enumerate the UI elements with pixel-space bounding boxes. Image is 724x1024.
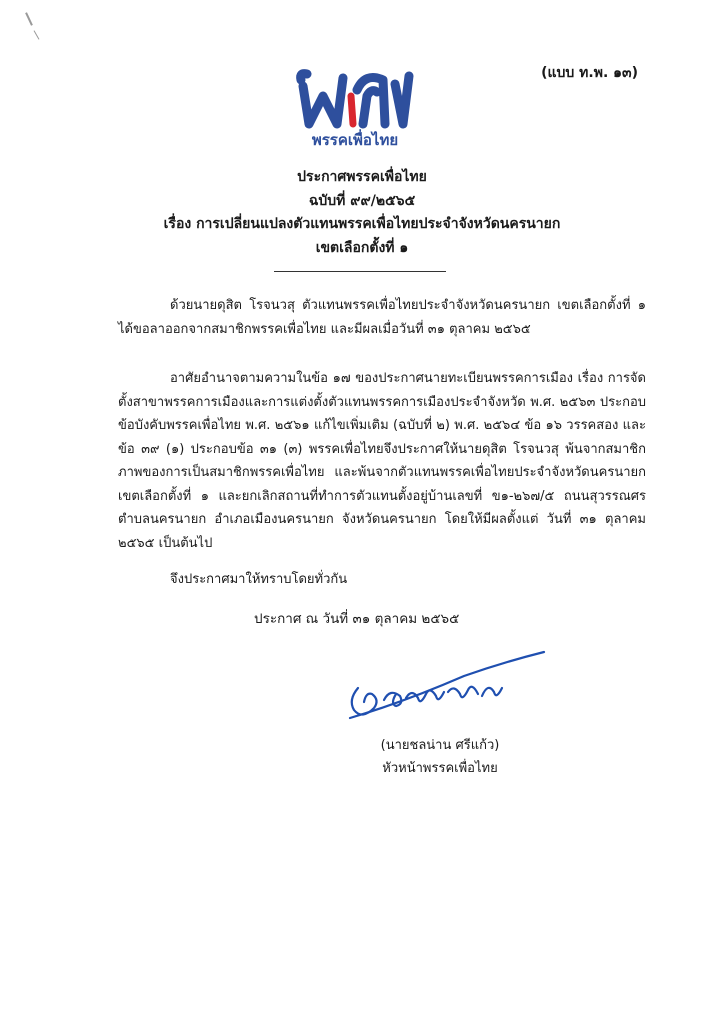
paragraph-resignation: ด้วยนายดุสิต โรจนวสุ ตัวแทนพรรคเพื่อไทยประจำจังหวัดนครนายก เขตเลือกตั้งที่ ๑ ได้ขอลาออกจากสมาชิกพรรคเพื่อไทย และมีผลเมื่อวันที่ ๓๑ ตุลาคม ๒๕๖๕ bbox=[118, 298, 646, 337]
paragraph-closing: จึงประกาศมาให้ทราบโดยทั่วกัน bbox=[170, 572, 348, 587]
paragraph-authority: อาศัยอำนาจตามความในข้อ ๑๗ ของประกาศนายทะเบียนพรรคการเมือง เรื่อง การจัดตั้งสาขาพรรคการเมืองและการแต่งตั้งตัวแทนพรรคการเมืองประจำจังหวัด พ.ศ. ๒๕๖๓ ประกอบข้อบังคับพรรคเพื่อไทย พ.ศ. ๒๕๖๑ แก้ไขเพิ่มเติม (ฉบับที่ ๒) พ.ศ. ๒๕๖๔ ข้อ ๑๖ วรรคสอง และข้อ ๓๙ (๑) ประกอบข้อ ๓๑ (๓) พรรคเพื่อไทยจึงประกาศให้นายดุสิต โรจนวสุ พ้นจากสมาชิกภาพของการเป็นสมาชิกพรรคเพื่อไทย และพ้นจากตัวแทนพรรคเพื่อไทยประจำจังหวัดนครนายก เขตเลือกตั้งที่ ๑ และยกเลิกสถานที่ทำการตัวแทนตั้งอยู่บ้านเลขที่ ข๑-๒๖๗/๕ ถนนสุวรรณศร ตำบลนครนายก อำเภอเมืองนครนายก จังหวัดนครนายก โดยให้มีผลตั้งแต่ วันที่ ๓๑ ตุลาคม ๒๕๖๕ เป็นต้นไป bbox=[118, 371, 646, 551]
party-logo-text: พรรคเพื่อไทย bbox=[311, 131, 399, 149]
title-divider bbox=[274, 271, 446, 272]
signer-title: หัวหน้าพรรคเพื่อไทย bbox=[382, 761, 498, 776]
form-code: (แบบ ท.พ. ๑๓) bbox=[541, 65, 638, 81]
scan-mark bbox=[25, 12, 33, 26]
signature-icon bbox=[344, 648, 554, 728]
announcement-date: ประกาศ ณ วันที่ ๓๑ ตุลาคม ๒๕๖๕ bbox=[254, 611, 460, 627]
announcement-title: ประกาศพรรคเพื่อไทย bbox=[297, 169, 427, 185]
announcement-subject: เรื่อง การเปลี่ยนแปลงตัวแทนพรรคเพื่อไทยประจำจังหวัดนครนายก bbox=[163, 216, 561, 232]
scan-mark bbox=[34, 30, 40, 39]
signer-name: (นายชลน่าน ศรีแก้ว) bbox=[380, 738, 500, 753]
announcement-number: ฉบับที่ ๙๙/๒๕๖๕ bbox=[308, 193, 416, 209]
announcement-constituency: เขตเลือกตั้งที่ ๑ bbox=[315, 240, 409, 256]
